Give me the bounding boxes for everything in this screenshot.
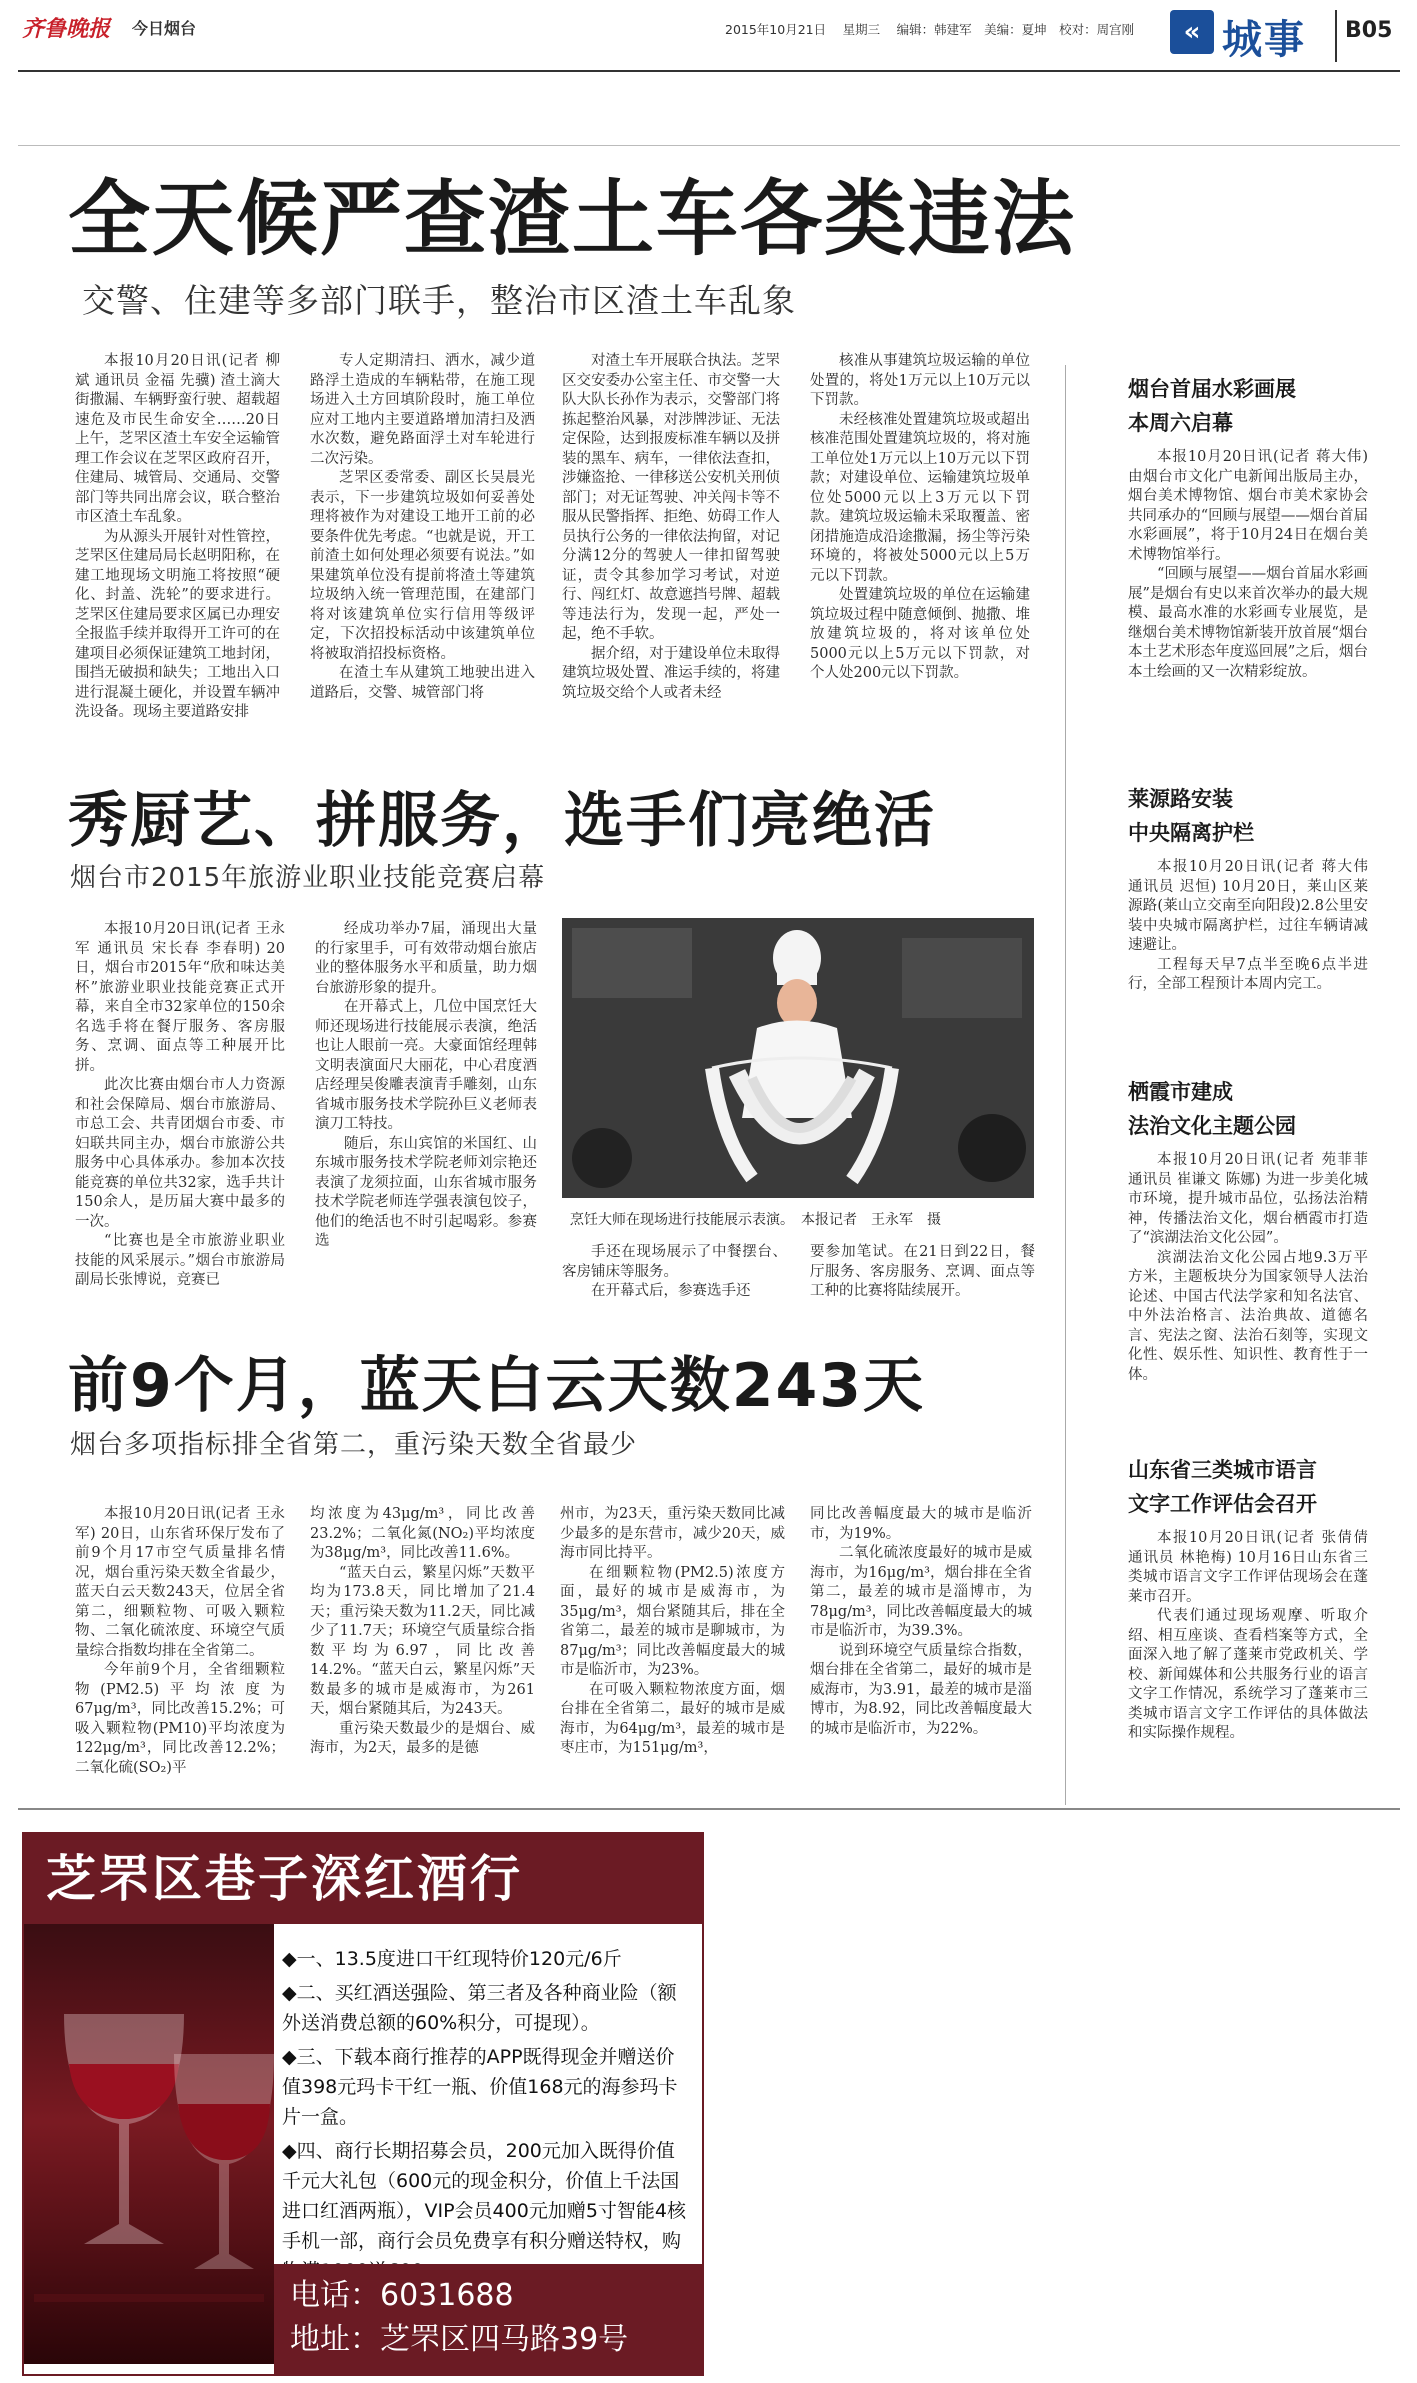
section-title: 城事 [1222, 17, 1306, 63]
article1-col4 [810, 352, 1030, 742]
article2-subhead: 烟台市2015年旅游业职业技能竞赛启幕 [70, 863, 546, 893]
article3-headline: 前9个月，蓝天白云天数243天 [68, 1351, 925, 1421]
sidebar-story-3 [1128, 1075, 1368, 1451]
ad-title-bar [24, 1834, 702, 1924]
paragraph: 滨湖法治文化公园占地9.3万平方米，主题板块分为国家领导人法治论述、中国古代法学家和知名法官、中外法治格言、法治典故、道德名言、宪法之窗、法治石刻等，实现文化性、娱乐性、知识性、教育性于一体。 [1128, 1249, 1368, 1383]
paragraph: 此次比赛由烟台市人力资源和社会保障局、烟台市旅游局、市总工会、共青团烟台市委、市妇联共同主办，烟台市旅游公共服务中心具体承办。参加本次技能竞赛的单位共32家，选手共计150余人，是历届大赛中最多的一次。 [75, 1077, 285, 1230]
article2-col2 [315, 920, 537, 1320]
wine-glass-icon [24, 1924, 274, 2364]
chevron-left-icon: « [1183, 17, 1201, 47]
article2-col1 [75, 920, 285, 1320]
sidebar-body [1128, 448, 1368, 748]
paragraph: 在可吸入颗粒物浓度方面，烟台排在全省第二，最好的城市是威海市，为64μg/m³，最差的城市是枣庄市，为151μg/m³， [560, 1681, 785, 1756]
paragraph: 本报10月20日讯(记者 王永军) 20日，山东省环保厅发布了前9个月17市空气质量排名情况，烟台重污染天数全省最少，蓝天白云天数243天，位居全省第二，细颗粒物、可吸入颗粒物、二氧化硫浓度、环境空气质量综合指数均排在全省第二。 [75, 1506, 285, 1659]
sidebar-story-1 [1128, 372, 1368, 748]
ad-phone: 电话：6031688 [290, 2278, 514, 2313]
section-badge [1170, 10, 1214, 54]
sidebar-story-2 [1128, 782, 1368, 1038]
article2-col3 [562, 1243, 787, 1323]
paragraph: “蓝天白云，繁星闪烁”天数平均为173.8天，同比增加了21.4天；重污染天数为11.2天，同比减少了11.7天；环境空气质量综合指数平均为6.97，同比改善14.2%。“蓝天白云，繁星闪烁”天数最多的城市是威海市，为261天，烟台紧随其后，为243天。 [310, 1564, 535, 1717]
header-divider [1335, 10, 1337, 62]
paragraph: 据介绍，对于建设单位未取得建筑垃圾处置、准运手续的，将建筑垃圾交给个人或者未经 [562, 645, 780, 701]
paragraph: 重污染天数最少的是烟台、威海市，为2天，最多的是德 [310, 1720, 535, 1756]
ad-rule [18, 1808, 1400, 1810]
ad-address: 地址：芝罘区四马路39号 [290, 2322, 629, 2357]
page-number: B05 [1345, 18, 1393, 43]
article3-col2 [310, 1505, 535, 1795]
paragraph: 专人定期清扫、洒水，减少道路浮土造成的车辆粘带，在施工现场进入土方回填阶段时，施工单位应对工地内主要道路增加清扫及洒水次数，避免路面浮土对车轮进行二次污染。 [310, 353, 535, 467]
paragraph: 未经核准处置建筑垃圾或超出核准范围处置建筑垃圾的，将对施工单位处1万元以上10万元以下罚款；对建设单位、运输建筑垃圾单位处5000元以上3万元以下罚款。建筑垃圾运输未采取覆盖、密闭措施造成沿途撒漏，扬尘等污染环境的，将被处5000元以上5万元以下罚款。 [810, 411, 1030, 584]
sidebar-title: 本周六启幕 [1128, 411, 1233, 435]
paragraph: 州市，为23天，重污染天数同比减少最多的是东营市，减少20天，威海市同比持平。 [560, 1506, 785, 1561]
chef-photo [562, 918, 1034, 1198]
article1-col1 [75, 352, 280, 736]
ad-title: 芝罘区巷子深红酒行 [46, 1850, 523, 1908]
paragraph: 要参加笔试。在21日到22日，餐厅服务、客房服务、烹调、面点等工种的比赛将陆续展开。 [810, 1244, 1035, 1299]
paragraph: 同比改善幅度最大的城市是临沂市，为19%。 [810, 1506, 1032, 1542]
header-date: 2015年10月21日 [725, 22, 827, 37]
sidebar-story-4 [1128, 1453, 1368, 1791]
masthead: 齐鲁晚报 [22, 16, 111, 42]
paragraph: 手还在现场展示了中餐摆台、客房铺床等服务。 [562, 1244, 787, 1280]
sidebar-title: 栖霞市建成 [1128, 1080, 1233, 1104]
paragraph: 代表们通过现场观摩、听取介绍、相互座谈、查看档案等方式，全面深入地了解了蓬莱市党政机关、学校、新闻媒体和公共服务行业的语言文字工作情况，系统学习了蓬莱市三类城市语言文字工作评估的具体做法和实际操作规程。 [1128, 1608, 1368, 1741]
paragraph: “比赛也是全市旅游业职业技能的风采展示。”烟台市旅游局副局长张博说，竞赛已 [75, 1233, 285, 1288]
sidebar-body [1128, 1529, 1368, 1791]
paragraph: 对渣土车开展联合执法。芝罘区交安委办公室主任、市交警一大队大队长孙作为表示，交警部门将拣起整治风暴，对涉牌涉证、无法定保险，达到报废标准车辆以及拼装的黑车、病车，一律依法查扣，涉嫌盗抢、一律移送公安机关刑侦部门；对无证驾驶、冲关闯卡等不服从民警指挥、拒绝、妨碍工作人员执行公务的一律依法拘留，对记分满12分的驾驶人一律扣留驾驶证，责令其参加学习考试，对逆行、闯红灯、故意遮挡号牌、超载等违法行为，发现一起，严处一起，绝不手软。 [562, 353, 780, 642]
paragraph: 说到环境空气质量综合指数，烟台排在全省第二，最好的城市是威海市，为3.91，最差的城市是淄博市，为8.92，同比改善幅度最大的城市是临沂市，为22%。 [810, 1642, 1032, 1737]
article3-col1 [75, 1505, 285, 1795]
photo-caption: 烹饪大师在现场进行技能展示表演。 本报记者 王永军 摄 [570, 1212, 941, 1228]
sidebar-body [1128, 858, 1368, 1038]
article1-headline: 全天候严查渣土车各类违法 [68, 172, 1077, 267]
paragraph: 在细颗粒物(PM2.5)浓度方面，最好的城市是威海市，为35μg/m³，烟台紧随其后，排在全省第二，最差的城市是聊城市，为87μg/m³；同比改善幅度最大的城市是临沂市，为23%。 [560, 1564, 785, 1678]
paragraph: 今年前9个月，全省细颗粒物(PM2.5)平均浓度为67μg/m³，同比改善15.2%；可吸入颗粒物(PM10)平均浓度为122μg/m³，同比改善12.2%；二氧化硫(SO₂)平 [75, 1662, 285, 1776]
paragraph: 在开幕式上，几位中国烹饪大师还现场进行技能展示表演，绝活也让人眼前一亮。大豪面馆经理韩文明表演面尺大丽花，中心君度酒店经理吴俊雕表演青手雕刻，山东省城市服务技术学院孙巨义老师表演刀工特技。 [315, 999, 537, 1132]
paragraph: “回顾与展望——烟台首届水彩画展”是烟台有史以来首次举办的最大规模、最高水准的水彩画专业展览，是继烟台美术博物馆新装开放首展“烟台本土艺术形态年度巡回展”之后，烟台本土绘画的又一次精彩绽放。 [1128, 566, 1368, 680]
ad-item: ◆四、商行长期招募会员，200元加入既得价值千元大礼包（600元的现金积分，价值上千法国进口红酒两瓶），VIP会员400元加赠5寸智能4核手机一部，商行会员免费享有积分赠送特权，购 [282, 2140, 687, 2252]
sidebar-title: 中央隔离护栏 [1128, 821, 1254, 845]
header-rule [18, 70, 1400, 72]
sidebar-title: 文字工作评估会召开 [1128, 1492, 1317, 1516]
paragraph: 二氧化硫浓度最好的城市是威海市，为16μg/m³，烟台排在全省第二，最差的城市是淄博市，为78μg/m³，同比改善幅度最大的城市是临沂市，为39.3%。 [810, 1545, 1032, 1639]
wine-ad [22, 1832, 704, 2376]
paragraph: 本报10月20日讯(记者 柳斌 通讯员 金福 先骥) 渣土滴大街撒漏、车辆野蛮行驶、超载超速危及市民生命安全……20日上午，芝罘区渣土车安全运输管理工作会议在芝罘区政府召开，住建局、城管局、交通局、交警部门等共同出席会议，联合整治市区渣土车乱象。 [75, 353, 280, 525]
article2-headline: 秀厨艺、拼服务，选手们亮绝活 [68, 786, 936, 856]
header-weekday: 星期三 [842, 22, 881, 37]
paragraph: 随后，东山宾馆的米国红、山东城市服务技术学院老师刘宗艳还表演了龙须拉面，山东省城市服务技术学院老师连学强表演包饺子，他们的绝活也不时引起喝彩。参赛选 [315, 1135, 537, 1249]
edition-label: 今日烟台 [132, 19, 197, 38]
paragraph: 本报10月20日讯(记者 张倩倩 通讯员 林艳梅) 10月16日山东省三类城市语言文字工作评估现场会在蓬莱市召开。 [1128, 1530, 1368, 1605]
paragraph: 经成功举办7届，涌现出大量的行家里手，可有效带动烟台旅店业的整体服务水平和质量，助力烟台旅游形象的提升。 [315, 921, 537, 996]
top-rule [18, 145, 1400, 146]
paragraph: 在开幕式后，参赛选手还 [591, 1283, 751, 1299]
paragraph: 为从源头开展针对性管控，芝罘区住建局局长赵明阳称，在建工地现场文明施工将按照“硬化、封盖、洗轮”的要求进行。芝罘区住建局要求区属已办理安全报监手续并取得开工许可的在建项目必须保证建筑工地封闭，围挡无破损和缺失；工地出入口进行混凝土硬化，并设置车辆冲洗设备。现场主要道路安排 [75, 528, 280, 720]
ad-item: ◆三、下载本商行推荐的APP既得现金并赠送价值398元玛卡干红一瓶、价值168元的海参玛卡片一盒。 [282, 2046, 678, 2128]
header-credits: 编辑：韩建军 美编：夏坤 校对：周宫刚 [896, 22, 1135, 37]
ad-item: ◆二、买红酒送强险、第三者及各种商业险（额外送消费总额的60%积分，可提现）。 [282, 1982, 677, 2034]
paragraph: 本报10月20日讯(记者 苑菲菲 通讯员 崔谦文 陈娜) 为进一步美化城市环境，提升城市品位，弘扬法治精神，传播法治文化，烟台栖霞市打造了“滨湖法治文化公园”。 [1128, 1152, 1368, 1246]
paragraph: 本报10月20日讯(记者 蒋大伟 通讯员 迟恒) 10月20日，莱山区莱源路(莱山立交南至向阳段)2.8公里安装中央城市隔离护栏，过往车辆请减速避让。 [1128, 859, 1368, 953]
header-meta [725, 20, 1134, 38]
sidebar-body [1128, 1151, 1368, 1451]
article1-subhead: 交警、住建等多部门联手，整治市区渣土车乱象 [82, 281, 796, 320]
wine-image [24, 1924, 274, 2364]
article3-col3 [560, 1505, 785, 1795]
paragraph: 芝罘区委常委、副区长吴晨光表示，下一步建筑垃圾如何妥善处理将被作为对建设工地开工前的必要条件优先考虑。“也就是说，开工前渣土如何处理必须要有说法。”如果建筑单位没有提前将渣土等建筑垃圾纳入统一管理范围，在建部门将对该建筑单位实行信用等级评定，下次招投标活动中该建筑单位将被取消招投标资格。 [310, 470, 535, 662]
paragraph: 本报10月20日讯(记者 蒋大伟) 由烟台市文化广电新闻出版局主办，烟台美术博物馆、烟台市美术家协会共同承办的“回顾与展望——烟台首届水彩画展”，将于10月24日在烟台美术博物馆举行。 [1128, 449, 1368, 563]
article3-col4 [810, 1505, 1032, 1795]
ad-contact [274, 2264, 702, 2374]
sidebar-title: 莱源路安装 [1128, 787, 1233, 811]
sidebar-title: 烟台首届水彩画展 [1128, 377, 1296, 401]
paragraph: 本报10月20日讯(记者 王永军 通讯员 宋长春 李春明) 20日，烟台市2015年“欣和味达美杯”旅游业职业技能竞赛正式开幕，来自全市32家单位的150余名选手将在餐厅服务、客房服务、烹调、面点等工种展开比拼。 [75, 921, 285, 1074]
article1-col2 [310, 352, 535, 736]
paragraph: 处置建筑垃圾的单位在运输建筑垃圾过程中随意倾倒、抛撒、堆放建筑垃圾的，将对该单位处5000元以上5万元以下罚款，对个人处200元以下罚款。 [810, 587, 1030, 681]
paragraph: 在渣土车从建筑工地驶出进入道路后，交警、城管部门将 [310, 665, 535, 701]
article1-col3 [562, 352, 780, 736]
ad-item: ◆一、13.5度进口干红现特价120元/6斤 [282, 1948, 622, 1970]
article2-col4 [810, 1243, 1035, 1323]
paragraph: 均浓度为43μg/m³，同比改善23.2%；二氧化氮(NO₂)平均浓度为38μg/m³，同比改善11.6%。 [310, 1506, 535, 1561]
sidebar-title: 山东省三类城市语言 [1128, 1458, 1317, 1482]
article3-subhead: 烟台多项指标排全省第二，重污染天数全省最少 [70, 1430, 638, 1460]
sidebar-divider [1065, 365, 1066, 1805]
chef-illustration [562, 918, 1034, 1198]
ad-body [282, 1944, 692, 2286]
paragraph: 工程每天早7点半至晚6点半进行，全部工程预计本周内完工。 [1128, 956, 1368, 992]
paragraph: 核准从事建筑垃圾运输的单位处置的，将处1万元以上10万元以下罚款。 [810, 353, 1030, 408]
sidebar-title: 法治文化主题公园 [1128, 1114, 1296, 1138]
